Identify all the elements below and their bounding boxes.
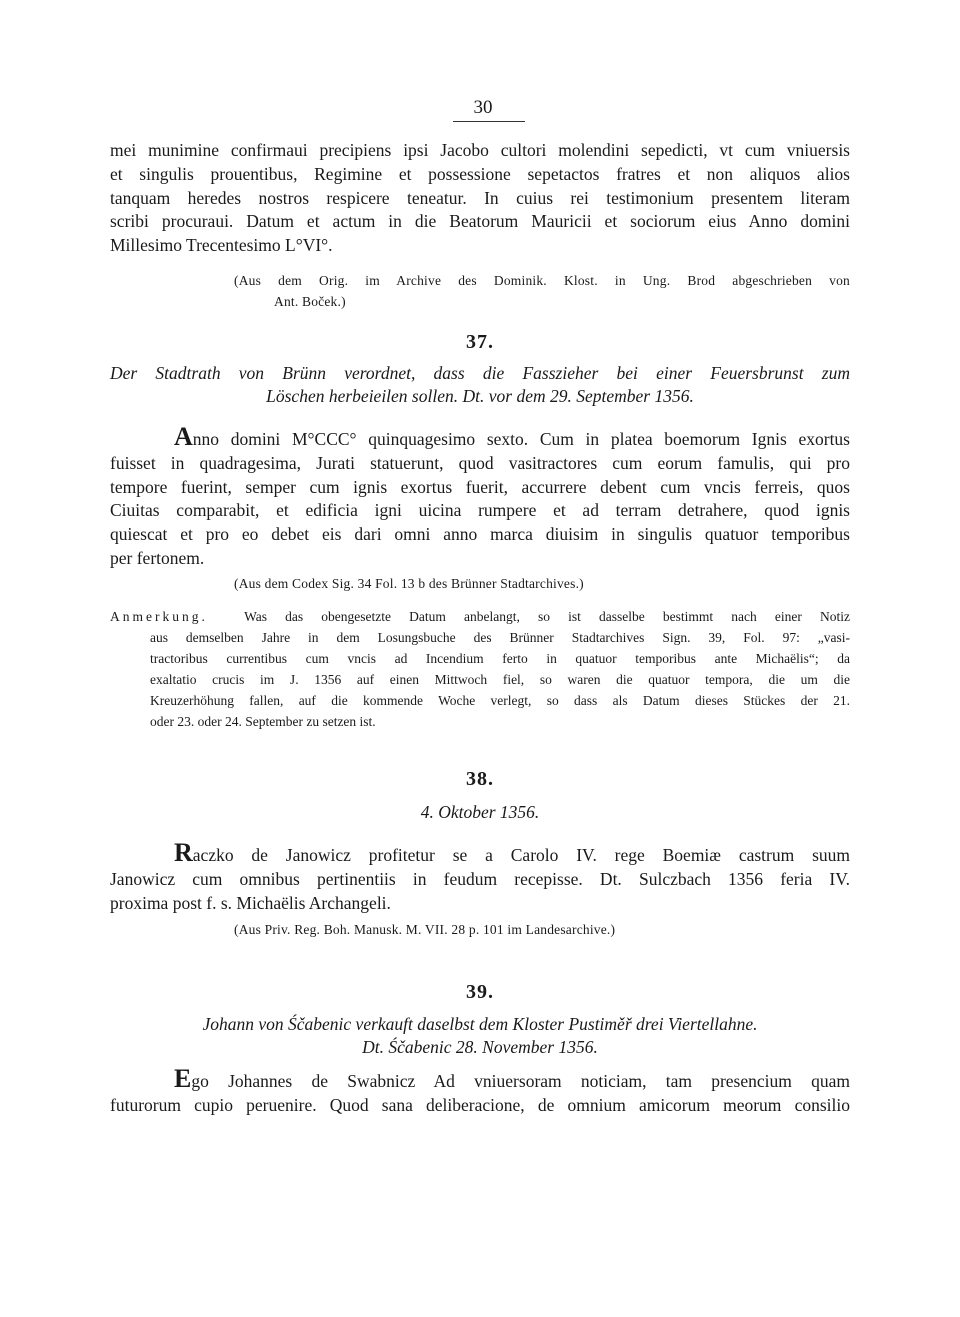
- text-line: Janowicz cum omnibus pertinentiis in feudum recepisse. Dt. Sulczbach 1356 feria IV.: [110, 868, 850, 889]
- text-line: per fertonem.: [110, 547, 205, 568]
- title-line: Löschen herbeieilen sollen. Dt. vor dem 29. September 1356.: [266, 386, 694, 406]
- document-number: 38.: [466, 768, 494, 790]
- text-line: fuisset in quadragesima, Jurati statuerunt, quod vasitractores cum eorum famulis, qui pro: [110, 452, 850, 473]
- document-body: [110, 1066, 850, 1118]
- text-line: [110, 1066, 850, 1094]
- text-line: tempore fuerint, semper cum ignis exortus fuerit, accurrere debent cum vncis ferreis, quos: [110, 476, 850, 497]
- title-line: Der Stadtrath von Brünn verordnet, dass die Fasszieher bei einer Feuersbrunst zum: [110, 363, 850, 383]
- text-line: aus demselben Jahre in dem Losungsbuche des Brünner Stadtarchives Sign. 39, Fol. 97: „vasi-: [150, 630, 850, 645]
- text-line: tanquam heredes nostros respicere teneatur. In cuius rei testimonium presentem literam: [110, 187, 850, 208]
- initial-letter: E: [174, 1064, 192, 1093]
- document-number: 37.: [466, 331, 494, 353]
- text-line: Ciuitas comparabit, et edificia igni uicina rumpere et ad terram detrahere, quod ignis: [110, 500, 850, 521]
- note-label: Anmerkung.: [110, 609, 208, 624]
- title-line: Dt. Śčabenic 28. November 1356.: [362, 1037, 598, 1057]
- document-number: 39.: [466, 981, 494, 1003]
- initial-letter: R: [174, 838, 193, 867]
- text-line: scribi procuraui. Datum et actum in die Beatorum Mauricii et sociorum eius Anno domini: [110, 211, 850, 232]
- source-citation: Ant. Boček.): [274, 294, 346, 309]
- title-line: Johann von Śčabenic verkauft daselbst dem Kloster Pustiměř drei Viertellahne.: [202, 1014, 758, 1034]
- source-citation: (Aus Priv. Reg. Boh. Manusk. M. VII. 28 p. 101 im Landesarchive.): [234, 922, 616, 937]
- text-line: Millesimo Trecentesimo L°VI°.: [110, 235, 333, 256]
- annotation: [110, 606, 850, 732]
- text-line: [110, 840, 850, 868]
- text-line: futurorum cupio peruenire. Quod sana deliberacione, de omnium amicorum meorum consilio: [110, 1094, 850, 1115]
- text-line: mei munimine confirmaui precipiens ipsi Jacobo cultori molendini sepedicti, vt cum vniuersis: [110, 140, 850, 160]
- text-line: tractoribus currentibus cum vncis ad Incendium ferto in quatuor temporibus ante Michaëlis“; da: [150, 651, 850, 666]
- initial-letter: A: [174, 422, 193, 451]
- line-text: Was das obengesetzte Datum anbelangt, so ist dasselbe bestimmt nach einer Notiz: [244, 609, 850, 624]
- text-line: [110, 424, 850, 452]
- text-line: proxima post f. s. Michaëlis Archangeli.: [110, 892, 391, 913]
- document-title: [110, 1013, 850, 1059]
- source-citation: (Aus dem Codex Sig. 34 Fol. 13 b des Brünner Stadtarchives.): [234, 576, 584, 591]
- text-line: [110, 606, 850, 627]
- text-line: Kreuzerhöhung fallen, auf die kommende Woche verlegt, so dass als Datum dieses Stückes der 21.: [150, 693, 850, 708]
- text-line: et singulis prouentibus, Regimine et possessione sepetactos fratres et non aliquos alios: [110, 163, 850, 184]
- line-text: aczko de Janowicz profitetur se a Carolo IV. rege Boemiæ castrum suum: [192, 845, 850, 865]
- document-title: [110, 362, 850, 408]
- page-number-rule: [453, 121, 525, 122]
- line-text: go Johannes de Swabnicz Ad vniuersoram noticiam, tam presencium quam: [191, 1071, 850, 1091]
- line-text: nno domini M°CCC° quinquagesimo sexto. Cum in platea boemorum Ignis exortus: [192, 429, 850, 449]
- document-title: 4. Oktober 1356.: [420, 802, 540, 822]
- document-body: [110, 840, 850, 915]
- document-body: [110, 424, 850, 571]
- intro-paragraph: [110, 139, 850, 258]
- source-citation: (Aus dem Orig. im Archive des Dominik. Klost. in Ung. Brod abgeschrieben von: [234, 273, 850, 288]
- text-line: exaltatio crucis im J. 1356 auf einen Mittwoch fiel, so waren die quatuor tempora, die um die: [150, 672, 850, 687]
- page-number: 30: [473, 97, 493, 118]
- text-line: quiescat et pro eo debet eis dari omni anno marca diuisim in singulis quatuor temporibus: [110, 524, 850, 545]
- text-line: oder 23. oder 24. September zu setzen ist.: [150, 714, 376, 729]
